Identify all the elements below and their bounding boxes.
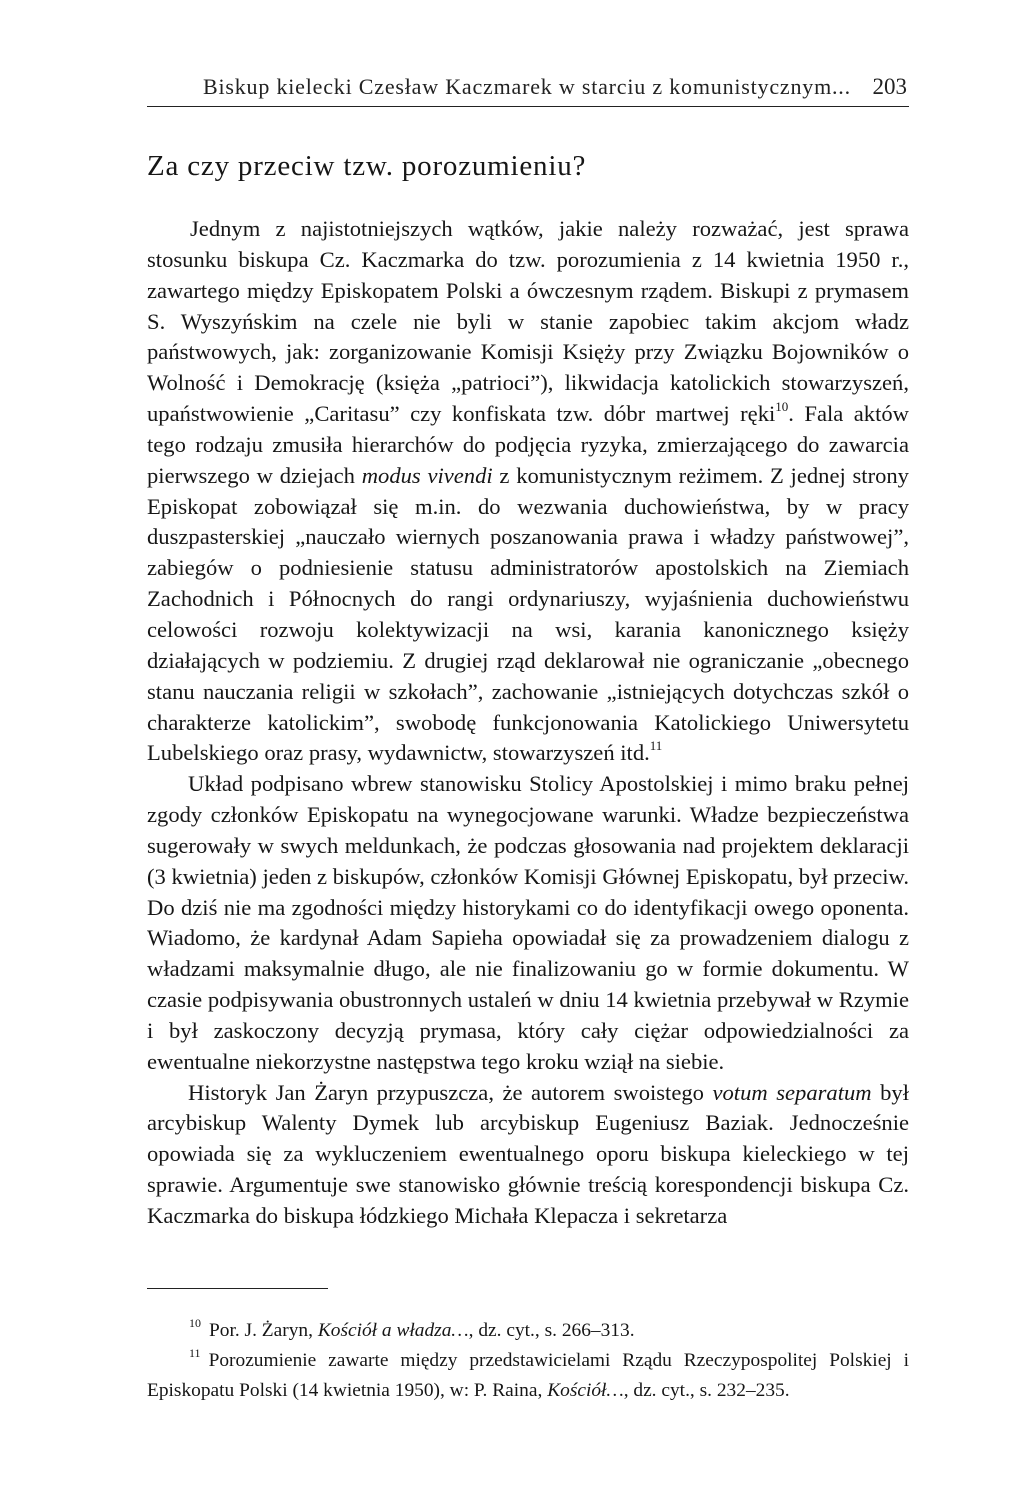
paragraph-text: z komunistycznym reżimem. Z jednej strony Episkopat zobowiązał się m.in. do wezwania duchowieństwa, by w pracy duszpasterskiej „nauczało wiernych poszanowania prawa i władzy państwowej”, zabiegów o podniesienie statusu administratorów apostolskich na Ziemiach Zachodnich i Północnych do rangi ordynariuszy, wyjaśnienia duchowieństwu celowości rozwoju kolektywizacji na wsi, karania kanonicznego księży działających w podziemiu. Z drugiej rząd deklarował nie ograniczanie „obecnego stanu nauczania religii w szkołach”, zachowanie „istniejących dotychczas szkół o charakterze katolickim”, swobodę funkcjonowania Katolickiego Uniwersytetu Lubelskiego oraz prasy, wydawnictw, stowarzyszeń itd. bbox=[147, 462, 909, 766]
footnote-10 bbox=[147, 1316, 909, 1346]
footnote-text: , dz. cyt., s. 266–313. bbox=[468, 1320, 635, 1341]
footnote-ref-10: 10 bbox=[775, 399, 789, 415]
paragraph-text: Historyk Jan Żaryn przypuszcza, że autorem swoistego bbox=[188, 1079, 713, 1105]
page-number: 203 bbox=[872, 74, 907, 99]
footnote-text: Por. J. Żaryn, bbox=[209, 1320, 318, 1341]
footnote-divider bbox=[147, 1288, 328, 1289]
footnote-ref-11: 11 bbox=[649, 738, 663, 754]
footnote-11 bbox=[147, 1346, 909, 1406]
page-header bbox=[147, 70, 909, 107]
paragraph-text: Układ podpisano wbrew stanowisku Stolicy Apostolskiej i mimo braku pełnej zgody członków Episkopatu na wynegocjowane warunki. Władze bezpieczeństwa sugerowały w swych meldunkach, że podczas głosowania nad projektem deklaracji (3 kwietnia) jeden z biskupów, członków Komisji Głównej Episkopatu, był przeciw. Do dziś nie ma zgodności między historykami co do identyfikacji owego oponenta. Wiadomo, że kardynał Adam Sapieha opowiadał się za prowadzeniem dialogu z władzami maksymalnie długo, ale nie finalizowaniu go w formie dokumentu. W czasie podpisywania obustronnych ustaleń w dniu 14 kwietnia przebywał w Rzymie i był zaskoczony decyzją prymasa, który cały ciężar odpowiedzialności za ewentualne niekorzystne następstwa tego kroku wziął na siebie. bbox=[147, 771, 909, 1074]
italic-term: modus vivendi bbox=[361, 462, 493, 488]
section-heading: Za czy przeciw tzw. porozumieniu? bbox=[147, 150, 587, 182]
footnote-text: Porozumienie zawarte między przedstawicielami Rządu Rzeczypospolitej Polskiej i Episkopatu Polski (14 kwietnia 1950), w: P. Raina, bbox=[147, 1350, 909, 1401]
paragraph-2 bbox=[147, 769, 909, 1077]
running-title: Biskup kielecki Czesław Kaczmarek w starciu z komunistycznym... bbox=[203, 74, 851, 99]
paragraph-3 bbox=[147, 1078, 909, 1232]
footnotes bbox=[147, 1316, 909, 1406]
paragraph-text: był arcybiskup Walenty Dymek lub arcybiskup Eugeniusz Baziak. Jednocześnie opowiada się za wykluczeniem ewentualnego oporu biskupa kieleckiego w tej sprawie. Argumentuje swe stanowisko głównie treścią korespondencji biskupa Cz. Kaczmarka do biskupa łódzkiego Michała Klepacza i sekretarza bbox=[147, 1079, 909, 1228]
footnote-number: 10 bbox=[189, 1316, 201, 1330]
paragraph-text: Jednym z najistotniejszych wątków, jakie należy rozważać, jest sprawa stosunku biskupa Cz. Kaczmarka do tzw. porozumienia z 14 kwietnia 1950 r., zawartego między Episkopatem Polski a ówczesnym rządem. Biskupi z prymasem S. Wyszyńskim na czele nie byli w stanie zapobiec takim akcjom władz państwowych, jak: zorganizowanie Komisji Księży przy Związku Bojowników o Wolność i Demokrację (księża „patrioci”), likwidacja katolickich stowarzyszeń, upaństwowienie „Caritasu” czy konfiskata tzw. dóbr martwej ręki bbox=[147, 216, 909, 427]
body-text bbox=[147, 214, 909, 1232]
paragraph-text: . Fala aktów tego rodzaju zmusiła hierarchów do podjęcia ryzyka, zmierzającego do zawarcia pierwszego w dziejach bbox=[147, 401, 909, 488]
paragraph-1 bbox=[147, 214, 909, 769]
footnote-title: Kościół… bbox=[547, 1380, 624, 1401]
footnote-title: Kościół a władza… bbox=[317, 1320, 469, 1341]
footnote-text: , dz. cyt., s. 232–235. bbox=[623, 1380, 790, 1401]
italic-term: votum separatum bbox=[712, 1079, 872, 1105]
footnote-number: 11 bbox=[189, 1346, 201, 1360]
